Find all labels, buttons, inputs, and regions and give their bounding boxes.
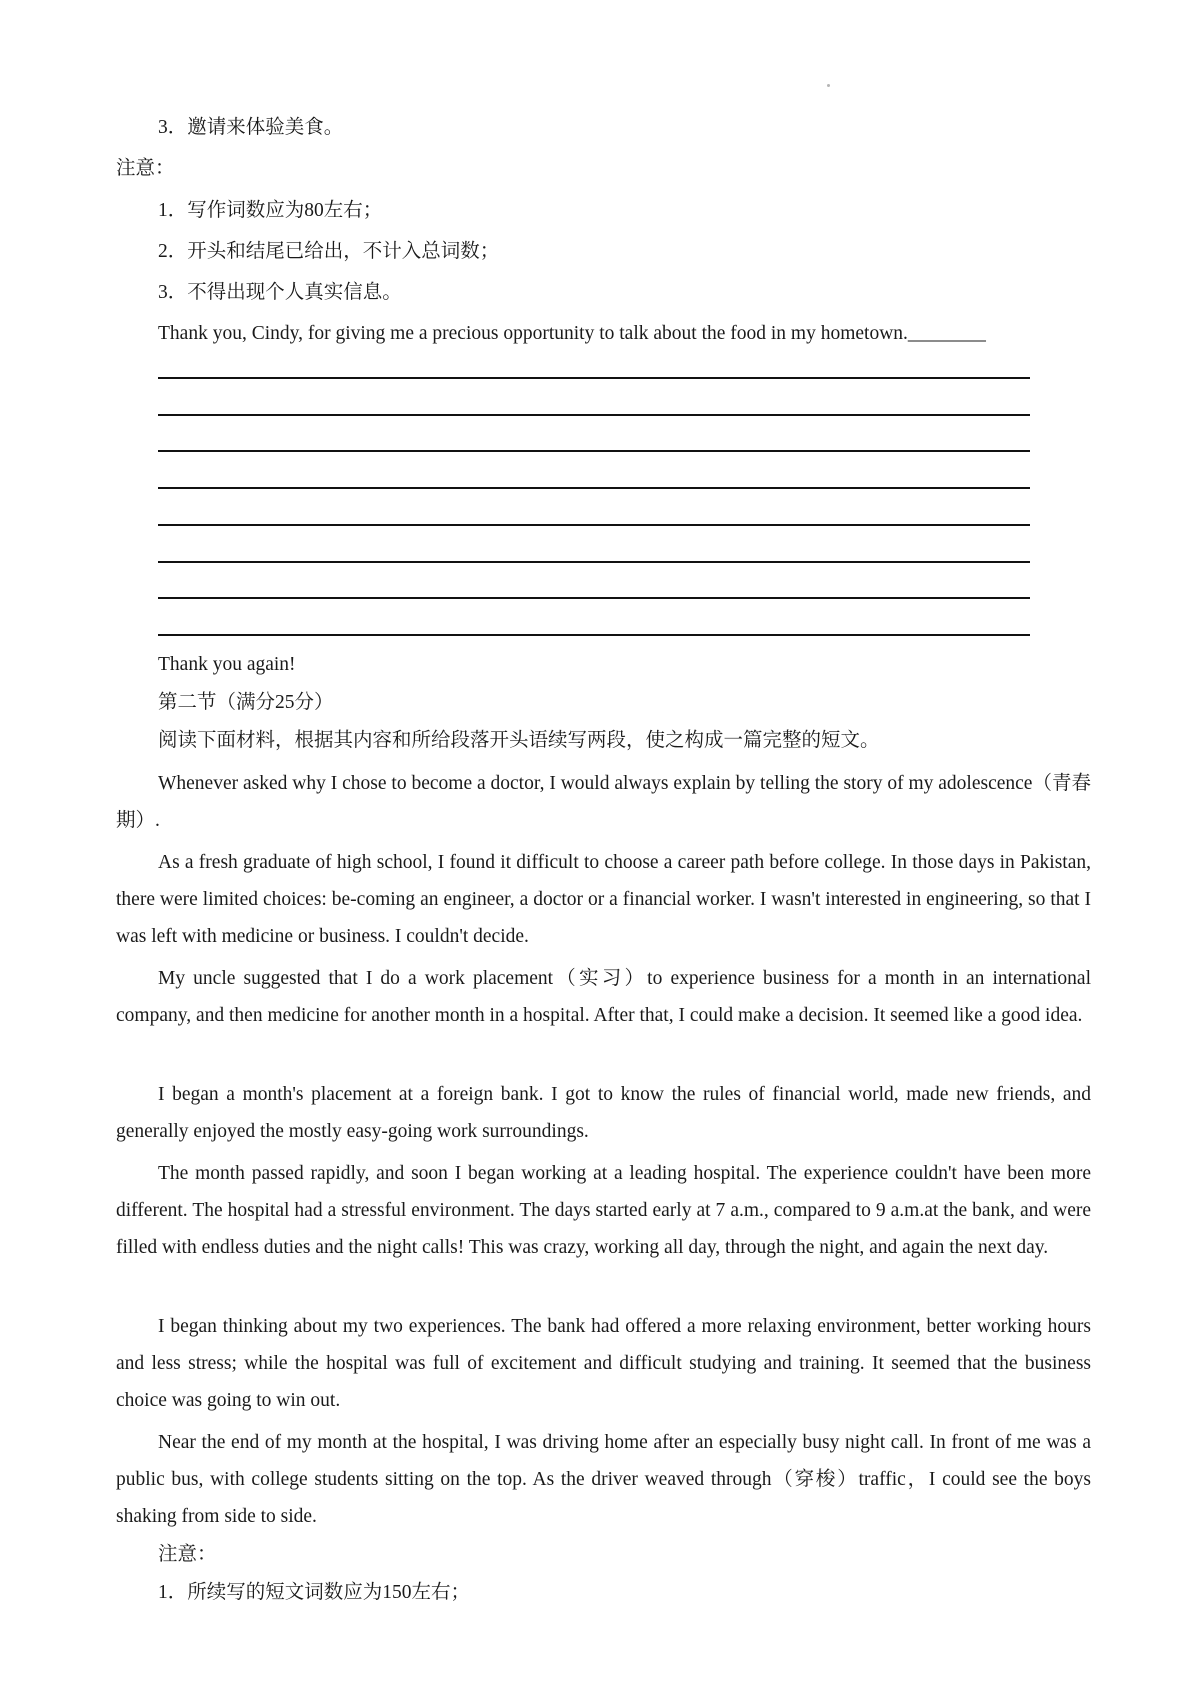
story-paragraph-7: Near the end of my month at the hospital, I was driving home after an especially busy night call. In front of me was a public bus, with college students sitting on the top. As the driver weaved through（穿梭）traffic，I could see the boys shaking from side to side.	[116, 1432, 1091, 1527]
stray-dot	[827, 84, 830, 87]
answer-line	[158, 524, 1030, 526]
answer-line	[158, 597, 1030, 599]
note-2: 2．开头和结尾已给出，不计入总词数；	[158, 241, 500, 262]
story-paragraph-6: I began thinking about my two experiences. The bank had offered a more relaxing environment, better working hours and less stress; while the hospital was full of excitement and difficult studying and training. It seemed that the business choice was going to win out.	[116, 1316, 1091, 1411]
answer-line	[158, 634, 1030, 636]
story-paragraph-2: As a fresh graduate of high school, I found it difficult to choose a career path before college. In those days in Pakistan, there were limited choices: be-coming an engineer, a doctor or a financial worker. I wasn't interested in engineering, so that I was left with medicine or business. I couldn't decide.	[116, 852, 1091, 947]
note-label: 注意：	[116, 158, 175, 179]
opening-sentence: Thank you, Cindy, for giving me a precious opportunity to talk about the food in my hometown.________	[158, 323, 986, 344]
task-item-3: 3．邀请来体验美食。	[158, 117, 344, 138]
story-paragraph-1: Whenever asked why I chose to become a doctor, I would always explain by telling the story of my adolescence（青春期）.	[116, 773, 1091, 831]
answer-line	[158, 414, 1030, 416]
note-1: 1．写作词数应为80左右；	[158, 200, 383, 221]
closing-sentence: Thank you again!	[158, 654, 296, 675]
story-paragraph-4: I began a month's placement at a foreign bank. I got to know the rules of financial world, made new friends, and generally enjoyed the mostly easy-going work surroundings.	[116, 1084, 1091, 1142]
section-instruction: 阅读下面材料，根据其内容和所给段落开头语续写两段，使之构成一篇完整的短文。	[158, 730, 880, 751]
story-paragraph-3: My uncle suggested that I do a work placement（实习）to experience business for a month in an international company, and then medicine for another month in a hospital. After that, I could make a decision. It seemed like a good idea.	[116, 968, 1091, 1026]
story-paragraph-5: The month passed rapidly, and soon I began working at a leading hospital. The experience couldn't have been more different. The hospital had a stressful environment. The days started early at 7 a.m., compared to 9 a.m.at the bank, and were filled with endless duties and the night calls! This was crazy, working all day, through the night, and again the next day.	[116, 1163, 1091, 1258]
continuation-note-1: 1．所续写的短文词数应为150左右；	[158, 1582, 471, 1603]
continuation-note-label: 注意：	[158, 1544, 217, 1565]
answer-line	[158, 377, 1030, 379]
answer-line	[158, 561, 1030, 563]
note-3: 3．不得出现个人真实信息。	[158, 282, 402, 303]
answer-line	[158, 450, 1030, 452]
section-heading: 第二节（满分25分）	[158, 692, 334, 713]
answer-line	[158, 487, 1030, 489]
